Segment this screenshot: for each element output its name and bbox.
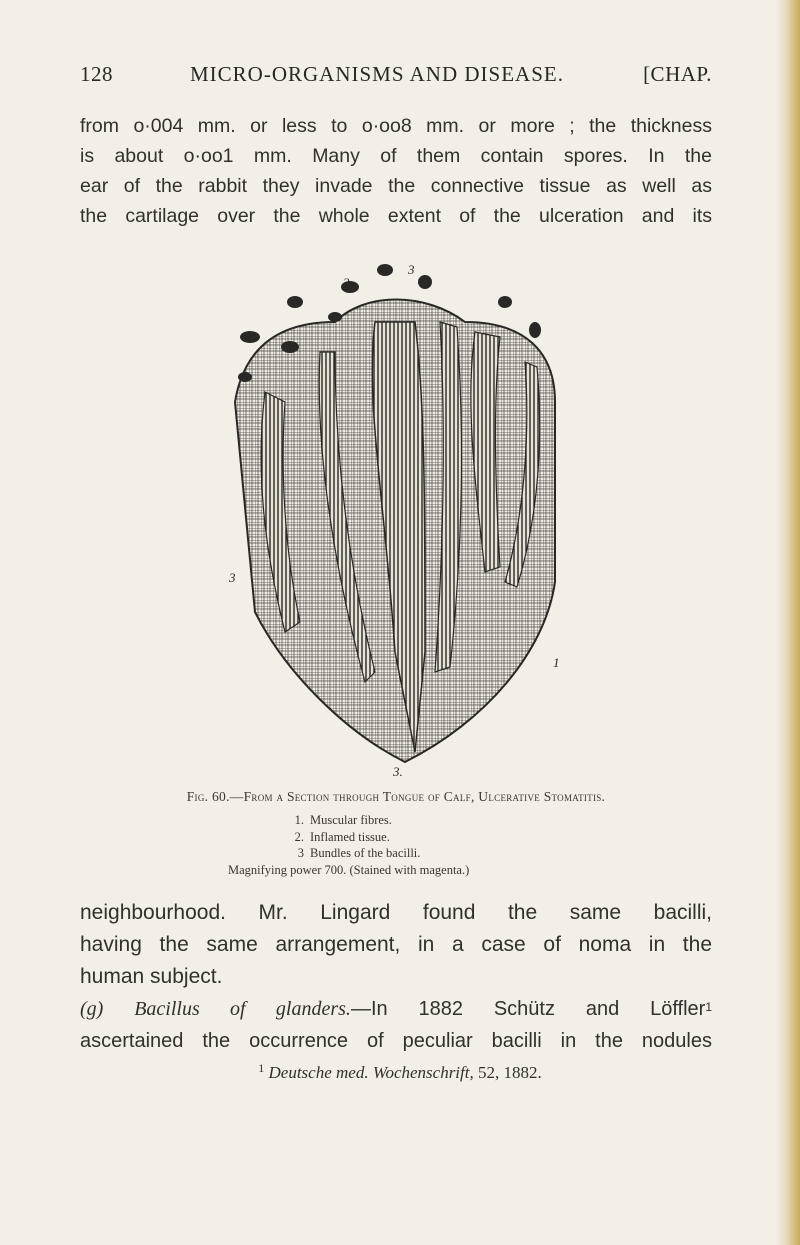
text-line: the cartilage over the whole extent of the ulceration and its [80,205,712,227]
figure-legend [228,812,650,878]
paragraph-2 [80,897,712,993]
footnote-ref-text: 52, 1882. [473,1063,542,1082]
figure-tissue-section [225,252,565,780]
text-line: (g) Bacillus of glanders.—In 1882 Schütz and Löffler$^1$ [80,998,713,1020]
magnification-note: Magnifying power 700. (Stained with magenta.) [228,862,470,877]
text-line: having the same arrangement, in a case of noma in the [80,933,712,956]
figure-label-3-bottom: 3. [393,764,403,779]
text-line: neighbourhood. Mr. Lingard found the same bacilli, [80,901,712,924]
paragraph-1 [80,111,712,231]
text-line: ear of the rabbit they invade the connective tissue as well as [80,175,712,197]
tissue-section-illustration [225,252,565,780]
running-title: MICRO-ORGANISMS AND DISEASE. [190,62,564,86]
legend-item: 1. Muscular fibres. [294,813,392,827]
footnote [0,1063,800,1083]
legend-item: 3 Bundles of the bacilli. [297,846,421,860]
figure-label-2: 2 [343,275,350,290]
text-line: is about o·oo1 mm. Many of them contain spores. In the [80,145,712,167]
figure-caption: Fig. 60.—From a Section through Tongue of Calf, Ulcerative Stomatitis. [186,789,606,804]
text-line: from o·004 mm. or less to o·oo8 mm. or more ; the thickness [80,115,712,137]
figure-label-3-left: 3 [229,570,236,585]
footnote-marker: 1 [258,1061,265,1075]
page-edge [776,0,800,1245]
section-heading: Bacillus of glanders. [134,998,351,1020]
legend-item: 2. Inflamed tissue. [294,829,390,844]
footnote-ref: 1 [705,1000,713,1014]
chapter-marker: [CHAP. [643,62,712,86]
text-line: ascertained the occurrence of peculiar bacilli in the nodules [80,1030,712,1052]
footnote-source: Deutsche med. Wochenschrift, [268,1063,474,1082]
figure-label-1: 1 [553,655,560,670]
paragraph-3 [80,993,712,1057]
text-line: human subject. [80,965,223,988]
running-head [80,62,712,92]
figure-label-3-top: 3 [408,262,415,277]
section-marker: (g) [80,998,104,1020]
page-number: 128 [80,62,113,86]
